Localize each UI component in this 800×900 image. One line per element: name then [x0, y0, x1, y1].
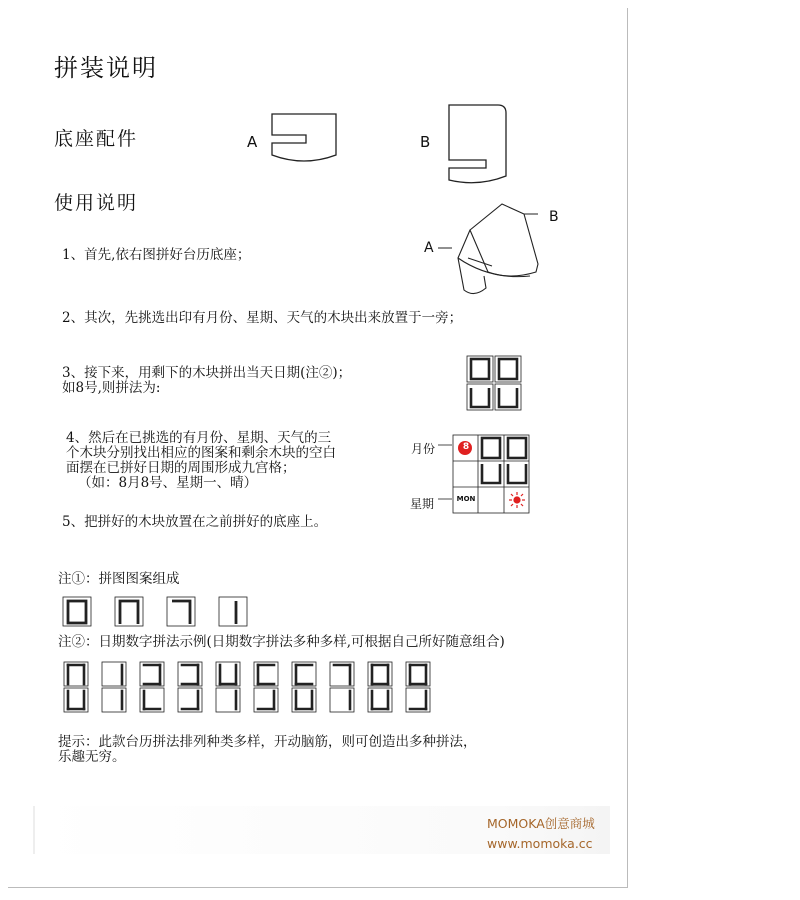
digit-6 — [292, 662, 316, 712]
grid-month-label: 月份 — [411, 442, 436, 456]
digit-7 — [330, 662, 354, 712]
step-4-line-2: 个木块分别找出相应的图案和剩余木块的空白 — [66, 445, 336, 461]
note-2: 注②：日期数字拼法示例(日期数字拼法多种多样,可根据自己所好随意组合) — [58, 634, 505, 650]
step-4-line-1: 4、然后在已挑选的有月份、星期、天气的三 — [66, 430, 332, 446]
date-8-example — [466, 355, 522, 411]
weekday-badge: MON — [456, 495, 476, 503]
step-1: 1、首先,依右图拼好台历底座； — [62, 247, 251, 263]
pattern-blocks — [62, 596, 248, 628]
section-base-parts: 底座配件 — [54, 128, 139, 150]
step-4-line-4: （如：8月8号、星期一、晴） — [78, 475, 258, 491]
footer-brand: MOMOKA创意商城 — [487, 816, 595, 831]
step-2: 2、其次，先挑选出印有月份、星期、天气的木块出来放置于一旁； — [62, 310, 463, 326]
digit-5 — [254, 662, 278, 712]
digit-2 — [140, 662, 164, 712]
month-badge: 8 — [462, 442, 470, 452]
part-b-label: B — [420, 133, 431, 151]
step-3-line-1: 3、接下来，用剩下的木块拼出当天日期(注②)； — [62, 365, 352, 381]
stand-label-b: B — [549, 209, 559, 225]
step-5: 5、把拼好的木块放置在之前拼好的底座上。 — [62, 514, 328, 530]
footer-url: www.momoka.cc — [487, 836, 593, 851]
digit-examples — [62, 662, 446, 714]
note-1: 注①：拼图图案组成 — [58, 571, 180, 587]
page-title: 拼装说明 — [54, 54, 158, 82]
part-a-label: A — [247, 133, 258, 151]
stand-label-a: A — [424, 240, 434, 256]
digit-1 — [102, 662, 126, 712]
grid-weekday-label: 星期 — [410, 497, 435, 511]
tip-line-2: 乐趣无穷。 — [58, 749, 126, 765]
step-4-line-3: 面摆在已拼好日期的周围形成九宫格； — [66, 460, 296, 476]
part-a-illustration — [270, 113, 340, 171]
digit-9 — [406, 662, 430, 712]
nine-grid-example — [438, 433, 532, 515]
digit-4 — [216, 662, 240, 712]
part-b-illustration — [446, 104, 508, 186]
digit-8 — [368, 662, 392, 712]
digit-0 — [64, 662, 88, 712]
assembled-stand-illustration — [430, 200, 550, 300]
digit-3 — [178, 662, 202, 712]
tip-line-1: 提示：此款台历拼法排列种类多样，开动脑筋，则可创造出多种拼法， — [58, 734, 477, 750]
section-usage: 使用说明 — [54, 192, 139, 214]
step-3-line-2: 如8号,则拼法为: — [62, 380, 161, 396]
